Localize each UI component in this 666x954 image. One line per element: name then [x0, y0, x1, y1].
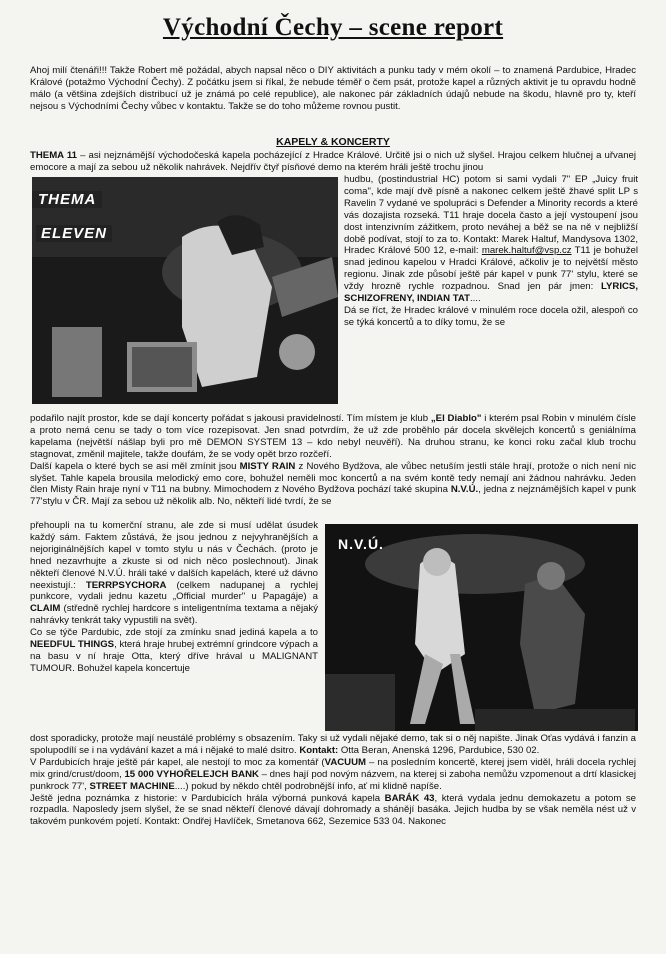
hk-band-list: LYRICS, SCHIZOFRENY, INDIAN TAT	[344, 281, 638, 305]
nvu-column-text-b: (celkem nadupanej a rychlej punkcore, vydali jednu kazetu „Official murder" u Papagáje) a	[30, 579, 319, 603]
nvu-column-text-c: (středně rychlej hardcore s inteligentníma textama a nějaký nahrávky tenkrát taky vypustili na svět).	[30, 603, 318, 627]
thema-column-text-c: ....	[469, 293, 481, 305]
band-name-street-machine: STREET MACHINE	[89, 780, 175, 792]
thema-lead	[30, 150, 636, 174]
pardubice-text-a: Co se týče Pardubic, zde stojí za zmínku snad jediná kapela a to	[30, 627, 318, 639]
misty-text-b: z Nového Bydžova, ale vůbec netuším jestli stále hrají, protože o nich není nic slyšet. Tahle kapela brousila melodický emo core, bohužel neměli moc koncertů a na svém kontě tedy nemají ani žádnou nahrávku. Jeden člen Misty Rain hraje nyní v T11 na bubny. Mimochodem z Nového Bydžova pochází také skupina	[30, 460, 636, 496]
intro-paragraph	[30, 65, 636, 113]
band-name-thema: THEMA 11	[30, 150, 77, 161]
band-name-vacuum: VACUUM	[324, 756, 367, 768]
thema-column	[344, 174, 638, 329]
photo-label-thema: THEMA	[32, 191, 102, 208]
section-heading: KAPELY & KONCERTY	[276, 136, 390, 148]
photo-thema-eleven	[32, 177, 338, 404]
vacuum-text-c: – dnes hají pod novým názvem, na kterej si zaboha nemůžu vzpomenout a drtí klasickej punkrock 77',	[30, 768, 637, 792]
barak-text-b: , která vydala jednu demokazetu a potom se rozpadla. Naposledy jsem slyšel, že se snad někteří členové dávají dohromady a shánějí basáka. Jejich hudba by se však neměla nést už v takovém punkovém pojetí. Kontakt: Ondřej Havlíček, Smetanova 662, Sezemice 533 04. Nakonec	[30, 792, 636, 828]
band-name-terrpsychora: TERRPSYCHORA	[85, 579, 167, 591]
band-name-needful-things: NEEDFUL THINGS	[30, 639, 115, 651]
vacuum-text-b: – na posledním koncertě, kterej jsem viděl, hráli docela rychlej mix grind/crust/doom,	[30, 756, 637, 780]
venue-text-b: i kterém psal Robin v minulém čísle a proto nemá cenu se tady o tom více rozepisovat. Jen snad potvrdím, že už zde proběhlo pár docela skvělejch koncertů s geniálníma kapelama (největší nášlap byli pro mě DEMON SYSTEM 13 – kdo nebyl neuvěří). Na druhou stranu, ke konci roku začal klub trochu stagnovat, změnil majitele, takže doufám, že se vody opět brzo rozčeří.	[30, 413, 636, 460]
band-name-misty-rain: MISTY RAIN	[239, 460, 296, 472]
band-name-nvu: N.V.Ú.	[450, 484, 479, 496]
band-photo-icon	[325, 524, 638, 731]
pardubice-full-text: dost sporadicky, protože mají neustálé problémy s obsazením. Taky si už vydali nějaké demo, tak si o něj napište. Jinak Oťas vydává i fanzin a spolupodílí se i na vydávání kazet a má i nějaké to malé dsitro.	[30, 733, 636, 756]
misty-text-c: , jedna z nejznámějších kapel v punk 77'stylu v ČR. Mají za sebou už několik alb. No, někteří lidé tvrdí, že se	[30, 484, 636, 508]
page-title: Východní Čechy – scene report	[162, 14, 504, 41]
middle-paragraphs	[30, 413, 636, 508]
nvu-column	[30, 520, 318, 675]
misty-text-a: Další kapela o které bych se asi měl zmínit jsou	[30, 460, 240, 472]
venue-text-a: podařilo najít prostor, kde se dají koncerty pořádat s jakousi pravidelností. Tím místem je klub	[30, 413, 431, 424]
band-photo-icon	[32, 177, 338, 404]
intro-text: Ahoj milí čtenáři!!! Takže Robert mě požádal, abych napsal něco o DIY aktivitách a punku tady v mém okolí – to znamená Pardubice, Hradec Králové (potažmo Východní Čechy). Z počátku jsem si říkal, že nebude téměř o čem psát, protože kapel a různých aktivit je tu opravdu hodně málo (a většina zdejších distribucí už je známá po celé republice), ale nakonec pár základních údajů nebude na škodu, hlavně pro ty, kteří nejsou s Východními Čechy vůbec v kontaktu. Takže se do toho můžeme rovnou pustit.	[30, 65, 636, 112]
photo-nvu	[325, 524, 638, 731]
contact-address: Otta Beran, Anenská 1296, Pardubice, 530 02.	[338, 744, 540, 756]
barak-text-a: Ještě jedna poznámka z historie: v Pardubicích hrála výborná punková kapela	[30, 792, 385, 804]
photo-label-eleven: ELEVEN	[36, 225, 112, 242]
thema-column-text-b: T11 je bohužel snad jedinou kapelou v Hradci Králové, ačkoliv je to největší město regionu. Jinak zde působí ještě pár kapel v punk 77' stylu, které se vždy hrozně rychle rozpadnou. Snad jen pár jmen:	[344, 245, 639, 293]
venue-name: „El Diablo"	[430, 413, 482, 424]
nvu-column-text: přehoupli na tu komerční stranu, ale zde si musí udělat úsudek každý sám. Faktem zůstává, že jsou jednou z nejvyhranějších a nejoriginálnějších kapel v tomto stylu u nás v Čechách. (proto je hned nezavrhujte a zkuste si od nich něco poslechnout). Jinak někteří členové N.V.Ú. hráli také v dalších kapelách, které už dávno neexistují.:	[30, 520, 318, 591]
band-name-15000: 15 000 VYHOŘELEJCH BANK	[124, 768, 259, 780]
thema-lead-text: – asi nejznámější východočeská kapela pocházející z Hradce Králové. Určitě jsi o nich už slyšel. Hrajou celkem hlučnej a uřvanej emocore a mají za sebou už několik nahrávek. Nejdřív čtyř písňové demo na kterém hráli ještě trochu jinou	[30, 150, 636, 173]
hradec-paragraph: Dá se říct, že Hradec králové v minulém roce docela ožil, alespoň co se týká koncertů a to díky tomu, že se	[344, 304, 638, 328]
vacuum-text-d: ....) pokud by někdo chtěl podrobnější info, ať mi klidně napíše.	[174, 780, 442, 792]
photo-label-nvu: N.V.Ú.	[338, 536, 384, 552]
vacuum-text-a: V Pardubicích hraje ještě pár kapel, ale nestojí to moc za komentář (	[30, 756, 325, 768]
thema-column-text: hudbu, (postindustrial HC) potom si sami vydali 7" EP „Juicy fruit coma", kde mají dvě písně a nakonec celkem ještě žhavé split LP s Ravelin 7 vydané ve spolupráci s Defender a Minority records a které vás dozajista rozseká. T11 hraje docela často a její vystoupení jsou dost intenzivním zážitkem, proto neváhej a běž se na ně v nejbližší době podívat, stojí to za to. Kontakt: Marek Haltuf, Mandysova 1302, Hradec Králové 500 12, e-mail:	[344, 174, 638, 257]
pardubice-text-b: , která hraje hrubej extrémní grindcore výpach a na basu v ní hraje Otta, který dříve hrával u MALIGNANT TUMOUR. Bohužel kapela koncertuje	[30, 639, 318, 674]
band-name-claim: CLAIM	[30, 603, 61, 615]
thema-email-link[interactable]: marek.haltuf@vsp.cz	[481, 245, 572, 257]
contact-label: Kontakt:	[299, 744, 339, 756]
band-name-barak-43: BARÁK 43	[384, 792, 435, 804]
bottom-paragraphs	[30, 733, 636, 828]
